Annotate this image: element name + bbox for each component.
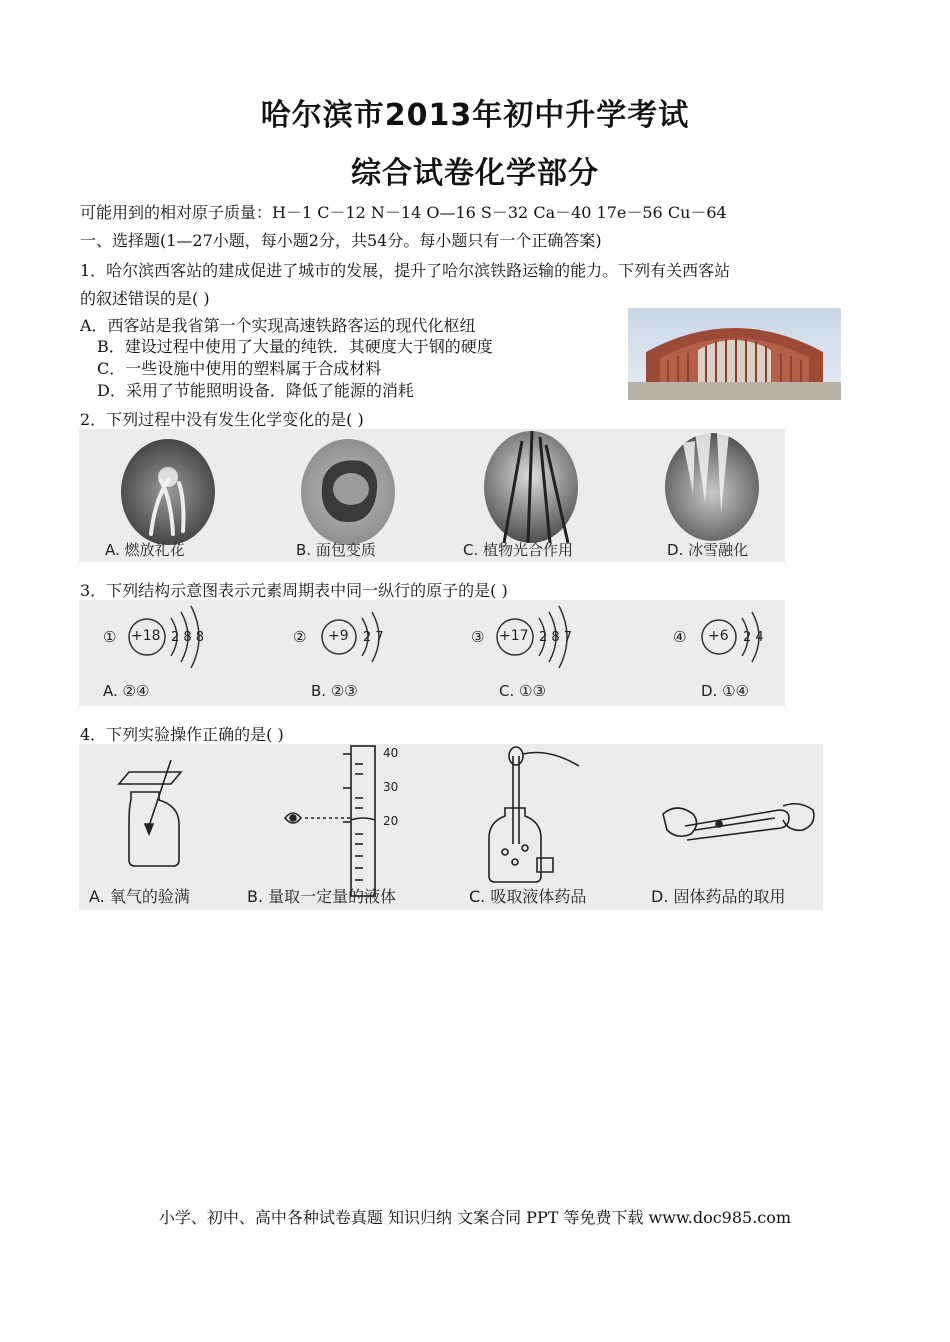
q3-answer-a: A. ②④ xyxy=(103,682,150,700)
atom-2-label: ② xyxy=(293,628,307,646)
atom-4-nucleus: +6 xyxy=(708,628,729,644)
q1-stem-line2: 的叙述错误的是( ) xyxy=(80,289,210,308)
q3-answer-b: B. ②③ xyxy=(311,682,358,700)
q1-option-b: B．建设过程中使用了大量的纯铁．其硬度大于钢的硬度 xyxy=(97,337,493,356)
atom-2-shells: 2 7 xyxy=(363,630,384,645)
melting-ice-image xyxy=(665,433,759,541)
q2-stem: 2．下列过程中没有发生化学变化的是( ) xyxy=(80,410,364,429)
scale-tick-30: 30 xyxy=(383,780,399,794)
q2-caption-c: C. 植物光合作用 xyxy=(463,541,574,559)
q2-figure-panel xyxy=(79,429,785,562)
atom-3-nucleus: +17 xyxy=(499,628,529,644)
atom-2-nucleus: +9 xyxy=(328,628,349,644)
atomic-masses: 可能用到的相对原子质量：H－1 C－12 N－14 O—16 S－32 Ca－40 17e－56 Cu－64 xyxy=(80,203,727,222)
q1-option-d: D．采用了节能照明设备．降低了能源的消耗 xyxy=(97,381,414,400)
q2-caption-d: D. 冰雪融化 xyxy=(667,541,749,559)
atom-4-label: ④ xyxy=(673,628,687,646)
scale-tick-40: 40 xyxy=(383,746,399,760)
atom-3-label: ③ xyxy=(471,628,485,646)
q3-figure-panel xyxy=(79,600,785,706)
q4-caption-c: C. 吸取液体药品 xyxy=(469,887,587,906)
scale-tick-20: 20 xyxy=(383,814,399,828)
q3-answer-d: D. ①④ xyxy=(701,682,749,700)
atom-3-shells: 2 8 7 xyxy=(539,630,573,645)
exam-title: 哈尔滨市2013年初中升学考试 xyxy=(260,98,690,133)
atom-1-nucleus: +18 xyxy=(131,628,161,644)
atom-4-shells: 2 4 xyxy=(743,630,764,645)
q2-caption-a: A. 燃放礼花 xyxy=(105,541,185,559)
atom-arcs xyxy=(79,600,785,706)
q4-figure-panel xyxy=(79,744,823,910)
q4-caption-b: B. 量取一定量的液体 xyxy=(247,887,397,906)
q4-stem: 4．下列实验操作正确的是( ) xyxy=(80,725,284,744)
q3-answer-c: C. ①③ xyxy=(499,682,546,700)
atom-1-label: ① xyxy=(103,628,117,646)
section-heading: 一、选择题(1—27小题，每小题2分，共54分。每小题只有一个正确答案) xyxy=(80,231,602,250)
q4-caption-d: D. 固体药品的取用 xyxy=(651,887,786,906)
moldy-bread-image xyxy=(301,439,395,545)
page-footer: 小学、初中、高中各种试卷真题 知识归纳 文案合同 PPT 等免费下载 www.doc985.com xyxy=(158,1208,792,1227)
q1-option-c: C．一些设施中使用的塑料属于合成材料 xyxy=(97,359,382,378)
exam-subtitle: 综合试卷化学部分 xyxy=(351,156,599,191)
forest-image xyxy=(484,431,578,543)
q3-stem: 3．下列结构示意图表示元素周期表中同一纵行的原子的是( ) xyxy=(80,581,508,600)
atom-1-shells: 2 8 8 xyxy=(171,630,205,645)
station-photo xyxy=(628,308,841,400)
q1-stem-line1: 1．哈尔滨西客站的建成促进了城市的发展，提升了哈尔滨铁路运输的能力。下列有关西客站 xyxy=(80,261,731,280)
q1-option-a: A．西客站是我省第一个实现高速铁路客运的现代化枢纽 xyxy=(80,316,476,335)
q2-caption-b: B. 面包变质 xyxy=(296,541,376,559)
fireworks-image xyxy=(121,439,215,545)
q4-caption-a: A. 氧气的验满 xyxy=(89,887,190,906)
